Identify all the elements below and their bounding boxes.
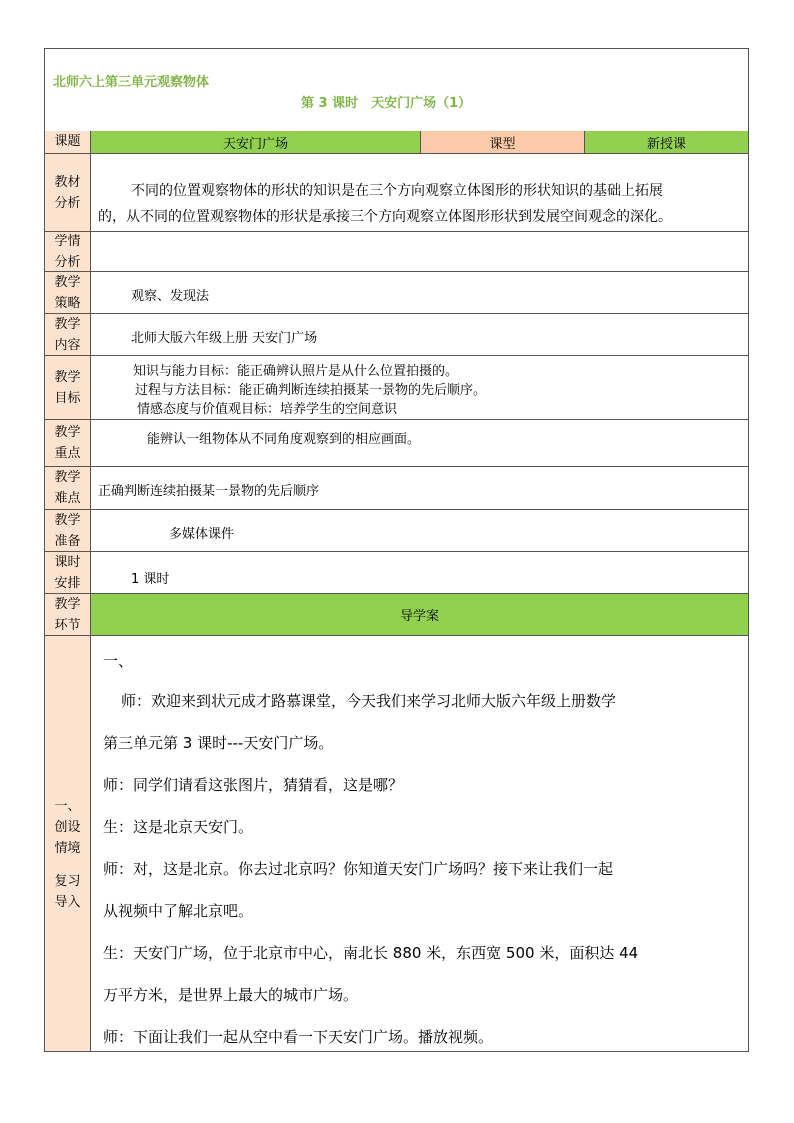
stage-label-a: 一、创设情境	[54, 799, 81, 856]
goal-line-2: 过程与方法目标：能正确判断连续拍摄某一景物的先后顺序。	[135, 383, 487, 398]
stage-label-b: 复习导入	[54, 874, 81, 910]
series-title: 北师六上第三单元观察物体	[53, 75, 210, 90]
students-label: 学情分析	[45, 232, 91, 271]
type-value: 新授课	[585, 131, 748, 153]
content-text: 北师大版六年级上册 天安门广场	[131, 331, 318, 346]
goal-line-1: 知识与能力目标：能正确辨认照片是从什么位置拍摄的。	[133, 364, 459, 379]
prep-label: 教学准备	[45, 510, 91, 551]
header-block	[45, 49, 748, 132]
key-points-text: 能辨认一组物体从不同角度观察到的相应画面。	[147, 432, 421, 447]
key-points-label: 教学重点	[45, 420, 91, 466]
difficulties-text: 正确判断连续拍摄某一景物的先后顺序	[98, 484, 320, 499]
topic-label: 课题	[45, 131, 91, 153]
stage-row	[45, 636, 748, 1051]
prep-text: 多媒体课件	[169, 527, 235, 542]
material-line-2: 的，从不同的位置观察物体的形状是承接三个方向观察立体图形形状到发展空间观念的深化。	[98, 209, 672, 225]
content-row	[45, 314, 748, 356]
strategy-text: 观察、发现法	[131, 289, 210, 304]
stage-line-4: 师：同学们请看这张图片，猜猜看，这是哪？	[103, 776, 404, 794]
strategy-label: 教学策略	[45, 272, 91, 313]
stage-line-8: 生：天安门广场，位于北京市中心，南北长 880 米，东西宽 500 米，面积达 44	[103, 944, 639, 962]
key-points-row	[45, 420, 748, 467]
stage-line-6: 师：对，这是北京。你去过北京吗？你知道天安门广场吗？接下来让我们一起	[103, 860, 614, 878]
lesson-title: 第 3 课时 天安门广场（1）	[301, 96, 472, 111]
topic-row	[45, 131, 748, 154]
material-label: 教材分析	[45, 154, 91, 231]
stage-line-1: 一、	[103, 652, 134, 670]
topic-value: 天安门广场	[91, 131, 421, 153]
schedule-row	[45, 552, 748, 594]
difficulties-row	[45, 467, 748, 510]
stage-line-3: 第三单元第 3 课时---天安门广场。	[103, 734, 334, 752]
content-label: 教学内容	[45, 314, 91, 355]
material-row	[45, 154, 748, 232]
type-label: 课型	[421, 131, 585, 153]
goals-label: 教学目标	[45, 356, 91, 419]
goals-row	[45, 356, 748, 420]
prep-row	[45, 510, 748, 552]
goal-line-3: 情感态度与价值观目标：培养学生的空间意识	[137, 402, 398, 417]
lesson-plan-table	[44, 48, 749, 1052]
material-line-1: 不同的位置观察物体的形状的知识是在三个方向观察立体图形的形状知识的基础上拓展	[131, 183, 663, 199]
schedule-text: 1 课时	[131, 572, 170, 587]
stage-label	[45, 636, 91, 1051]
stage-line-10: 师：下面让我们一起从空中看一下天安门广场。播放视频。	[103, 1028, 494, 1046]
students-row	[45, 232, 748, 272]
difficulties-label: 教学难点	[45, 467, 91, 509]
stage-line-2: 师：欢迎来到状元成才路慕课堂，今天我们来学习北师大版六年级上册数学	[121, 692, 617, 710]
stage-line-9: 万平方米，是世界上最大的城市广场。	[103, 986, 359, 1004]
schedule-label: 课时安排	[45, 552, 91, 593]
process-row	[45, 594, 748, 636]
stage-line-7: 从视频中了解北京吧。	[103, 902, 254, 920]
guide-header: 导学案	[91, 594, 748, 635]
strategy-row	[45, 272, 748, 314]
process-label: 教学环节	[45, 594, 91, 635]
stage-line-5: 生：这是北京天安门。	[103, 818, 254, 836]
